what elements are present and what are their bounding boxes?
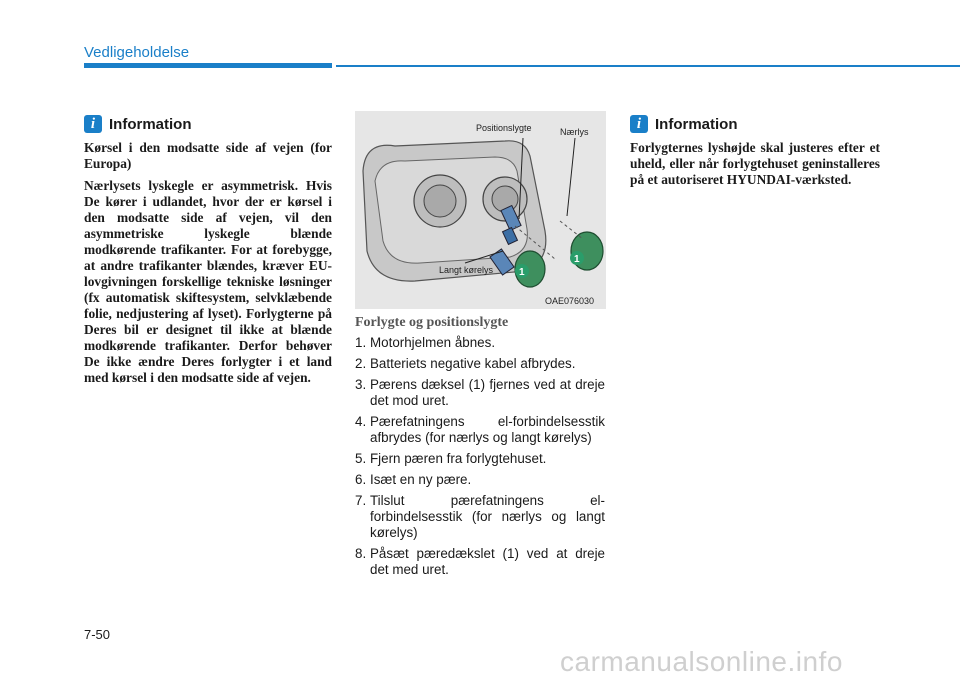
step-text: Isæt en ny pære. — [370, 472, 472, 487]
step-text: Pærens dæksel (1) fjernes ved at dreje det mod uret. — [370, 377, 605, 408]
step-number: 5. — [355, 451, 367, 466]
steps-list — [355, 335, 605, 583]
watermark: carmanualsonline.info — [560, 646, 843, 677]
list-item — [355, 335, 605, 351]
step-number: 1. — [355, 335, 367, 350]
label-langt-korelys: Langt kørelys — [439, 265, 494, 275]
list-item — [355, 377, 605, 409]
info-label: Information — [655, 115, 738, 133]
list-item — [355, 493, 605, 541]
info-icon: i — [84, 115, 102, 133]
step-number: 4. — [355, 414, 367, 429]
step-text: Pærefatningens el-forbindelsesstik afbrydes (for nærlys og langt kørelys) — [370, 414, 605, 445]
header-rule-thick — [84, 63, 332, 68]
page-number: 7-50 — [84, 627, 111, 642]
step-text: Motorhjelmen åbnes. — [370, 335, 496, 350]
list-item — [355, 451, 605, 467]
callout-1: 1 — [519, 267, 525, 278]
label-naerlys: Nærlys — [560, 127, 589, 137]
headlamp-illustration — [355, 111, 606, 309]
info-paragraph: Forlygternes lyshøjde skal justeres efter et uheld, eller når forlygtehuset geninstalleres på et autoriseret HYUNDAI-værksted. — [630, 140, 880, 187]
header-rule-thin — [336, 65, 960, 67]
step-number: 2. — [355, 356, 367, 371]
list-item — [355, 546, 605, 578]
step-text: Påsæt pæredækslet (1) ved at dreje det med uret. — [370, 546, 605, 577]
step-number: 6. — [355, 472, 367, 487]
label-positionslygte: Positionslygte — [476, 123, 532, 133]
section-title: Vedligeholdelse — [84, 44, 190, 61]
subheading: Forlygte og positionslygte — [355, 315, 509, 330]
step-text: Batteriets negative kabel afbrydes. — [370, 356, 576, 371]
list-item — [355, 414, 605, 446]
step-number: 8. — [355, 546, 367, 561]
step-text: Tilslut pærefatningens el-forbindelsesstik (for nærlys og langt kørelys) — [370, 493, 605, 540]
figure-code: OAE076030 — [545, 296, 595, 306]
left-info-heading — [84, 115, 192, 133]
step-number: 3. — [355, 377, 367, 392]
info-label: Information — [109, 115, 192, 133]
left-info-body — [84, 140, 332, 392]
info-paragraph: Nærlysets lyskegle er asymmetrisk. Hvis De kører i udlandet, hvor der er kørsel i den modsatte side af vejen, vil den asymmetriske lyskegle blænde modkørende trafikanter. For at forebygge, at andre trafikanter blændes, kræver EU-lovgivningen forskellige tekniske løsninger (fx automatisk skiftesystem, selvklæbende folie, nedjustering af lyset). Forlygterne på Deres bil er designet til ikke at blænde modkørende trafikanter. Derfor behøver De ikke ændre Deres forlygter i et land med kørsel i den modsatte side af vejen. — [84, 178, 332, 385]
headlamp-figure — [355, 111, 606, 309]
list-item — [355, 472, 605, 488]
list-item — [355, 356, 605, 372]
step-text: Fjern pæren fra forlygtehuset. — [370, 451, 547, 466]
right-info-body — [630, 140, 880, 194]
callout-1: 1 — [574, 254, 580, 265]
info-icon: i — [630, 115, 648, 133]
right-info-heading — [630, 115, 738, 133]
step-number: 7. — [355, 493, 367, 508]
info-paragraph: Kørsel i den modsatte side af vejen (for Europa) — [84, 140, 332, 171]
